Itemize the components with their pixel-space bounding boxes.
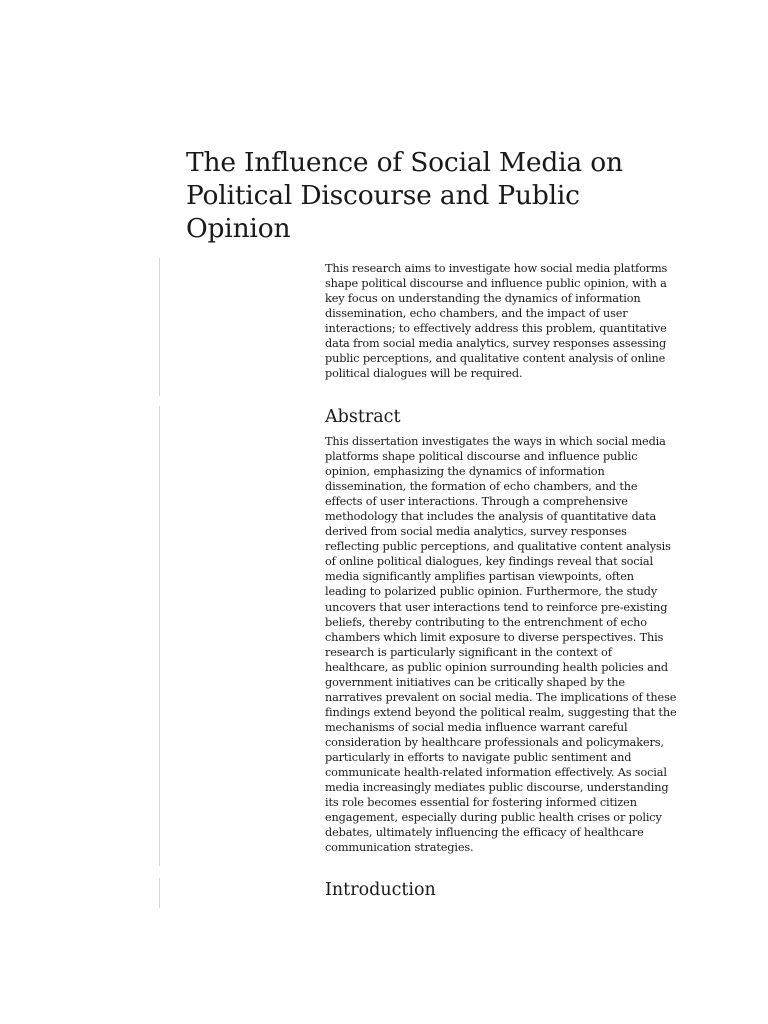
margin-rule [159, 258, 160, 396]
introduction-heading: Introduction [325, 880, 436, 900]
research-summary: This research aims to investigate how social media platforms shape political discourse and influence public opinion, with a key focus on understanding the dynamics of information dissemination, echo chambers, and the impact of user interactions; to effectively address this problem, quantitative data from social media analytics, survey responses assessing public perceptions, and qualitative content analysis of online political dialogues will be required. [325, 262, 668, 381]
margin-rule [159, 878, 160, 908]
abstract-heading: Abstract [325, 407, 401, 427]
margin-rule [159, 406, 160, 866]
abstract-body: This dissertation investigates the ways in which social media platforms shape political discourse and influence public opinion, emphasizing the dynamics of information dissemination, the formation of echo chambers, and the effects of user interactions. Through a comprehensive methodology that includes the analysis of quantitative data derived from social media analytics, survey responses reflecting public perceptions, and qualitative content analysis of online political dialogues, key findings reveal that social media significantly amplifies partisan viewpoints, often leading to polarized public opinion. Furthermore, the study uncovers that user interactions tend to reinforce pre-existing beliefs, thereby contributing to the entrenchment of echo chambers which limit exposure to diverse perspectives. This research is particularly significant in the context of healthcare, as public opinion surrounding health policies and government initiatives can be critically shaped by the narratives prevalent on social media. The implications of these findings extend beyond the political realm, suggesting that the mechanisms of social media influence warrant careful consideration by healthcare professionals and policymakers, particularly in efforts to navigate public sentiment and communicate health-related information effectively. As social media increasingly mediates public discourse, understanding its role becomes essential for fostering informed citizen engagement, especially during public health crises or policy debates, ultimately influencing the efficacy of healthcare communication strategies. [325, 435, 677, 855]
document-title: The Influence of Social Media on Political Discourse and Public Opinion [186, 147, 623, 244]
